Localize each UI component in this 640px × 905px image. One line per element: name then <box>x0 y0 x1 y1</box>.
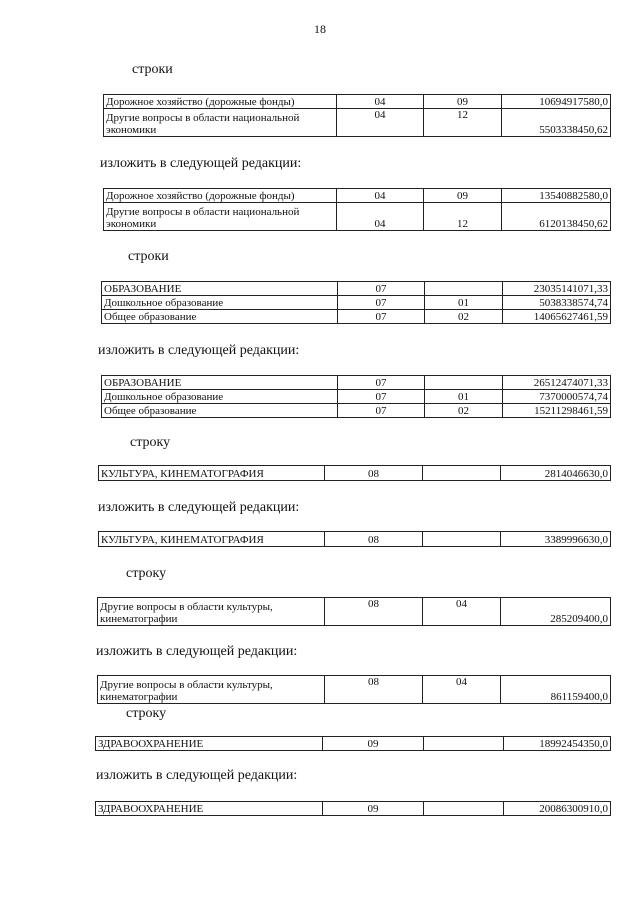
table-row <box>102 282 611 296</box>
budget-table <box>103 94 611 137</box>
heading-row: строку <box>126 566 167 581</box>
row-subsection: 04 <box>423 676 501 704</box>
row-amount: 15211298461,59 <box>503 404 611 418</box>
row-name: ОБРАЗОВАНИЕ <box>102 282 338 296</box>
heading-new-edition: изложить в следующей редакции: <box>96 644 298 659</box>
budget-table <box>97 675 611 704</box>
table-row <box>98 598 611 626</box>
heading-rows: строки <box>132 62 173 77</box>
table-row <box>102 310 611 324</box>
row-subsection <box>425 376 503 390</box>
table-row <box>96 737 611 751</box>
row-section: 09 <box>323 737 424 751</box>
row-amount: 285209400,0 <box>501 598 611 626</box>
row-section: 04 <box>337 95 424 109</box>
row-subsection: 09 <box>424 95 502 109</box>
budget-table <box>103 188 611 231</box>
row-subsection: 01 <box>425 390 503 404</box>
row-subsection <box>423 466 501 481</box>
page-number: 18 <box>314 22 326 36</box>
row-amount: 23035141071,33 <box>503 282 611 296</box>
table-row <box>104 203 611 231</box>
row-name: КУЛЬТУРА, КИНЕМАТОГРАФИЯ <box>99 466 325 481</box>
row-subsection: 04 <box>423 598 501 626</box>
row-section: 08 <box>325 676 423 704</box>
table-row <box>102 296 611 310</box>
table-row <box>99 466 611 481</box>
row-amount: 5038338574,74 <box>503 296 611 310</box>
table-row <box>102 404 611 418</box>
row-section: 04 <box>337 203 424 231</box>
row-section: 08 <box>325 598 423 626</box>
row-name: КУЛЬТУРА, КИНЕМАТОГРАФИЯ <box>99 532 325 547</box>
budget-table <box>98 531 611 547</box>
row-name: Общее образование <box>102 404 338 418</box>
table-row <box>102 390 611 404</box>
row-name: ЗДРАВООХРАНЕНИЕ <box>96 737 323 751</box>
row-subsection: 02 <box>425 404 503 418</box>
row-name: ЗДРАВООХРАНЕНИЕ <box>96 802 323 816</box>
row-subsection: 12 <box>424 203 502 231</box>
table-row <box>102 376 611 390</box>
budget-table <box>95 801 611 816</box>
row-subsection <box>424 802 504 816</box>
row-section: 09 <box>323 802 424 816</box>
row-name: Дорожное хозяйство (дорожные фонды) <box>104 95 337 109</box>
row-section: 07 <box>338 282 425 296</box>
row-amount: 10694917580,0 <box>502 95 611 109</box>
row-subsection <box>423 532 501 547</box>
row-section: 08 <box>325 532 423 547</box>
row-name: Дорожное хозяйство (дорожные фонды) <box>104 189 337 203</box>
row-amount: 5503338450,62 <box>502 109 611 137</box>
row-amount: 6120138450,62 <box>502 203 611 231</box>
row-subsection: 12 <box>424 109 502 137</box>
heading-new-edition: изложить в следующей редакции: <box>98 500 300 515</box>
row-subsection <box>425 282 503 296</box>
table-row <box>98 676 611 704</box>
row-section: 07 <box>338 296 425 310</box>
table-row <box>104 95 611 109</box>
row-name: ОБРАЗОВАНИЕ <box>102 376 338 390</box>
row-section: 04 <box>337 109 424 137</box>
table-row <box>104 189 611 203</box>
row-name: Другие вопросы в области культуры, кинематографии <box>98 598 325 626</box>
row-subsection: 02 <box>425 310 503 324</box>
row-amount: 861159400,0 <box>501 676 611 704</box>
table-row <box>99 532 611 547</box>
heading-new-edition: изложить в следующей редакции: <box>98 343 300 358</box>
budget-table <box>98 465 611 481</box>
row-name: Другие вопросы в области культуры, кинематографии <box>98 676 325 704</box>
row-name: Другие вопросы в области национальной экономики <box>104 203 337 231</box>
row-subsection: 09 <box>424 189 502 203</box>
row-amount: 26512474071,33 <box>503 376 611 390</box>
heading-row: строку <box>130 435 171 450</box>
row-name: Дошкольное образование <box>102 296 338 310</box>
budget-table <box>97 597 611 626</box>
row-amount: 18992454350,0 <box>504 737 611 751</box>
row-section: 07 <box>338 310 425 324</box>
row-name: Общее образование <box>102 310 338 324</box>
row-amount: 14065627461,59 <box>503 310 611 324</box>
budget-table <box>101 375 611 418</box>
row-section: 07 <box>338 404 425 418</box>
table-row <box>104 109 611 137</box>
row-section: 07 <box>338 376 425 390</box>
heading-new-edition: изложить в следующей редакции: <box>96 768 298 783</box>
row-name: Дошкольное образование <box>102 390 338 404</box>
row-amount: 13540882580,0 <box>502 189 611 203</box>
budget-table <box>95 736 611 751</box>
row-section: 08 <box>325 466 423 481</box>
row-amount: 20086300910,0 <box>504 802 611 816</box>
row-amount: 3389996630,0 <box>501 532 611 547</box>
row-subsection <box>424 737 504 751</box>
table-row <box>96 802 611 816</box>
row-section: 07 <box>338 390 425 404</box>
row-section: 04 <box>337 189 424 203</box>
row-amount: 7370000574,74 <box>503 390 611 404</box>
heading-rows: строки <box>128 249 169 264</box>
heading-row: строку <box>126 706 167 721</box>
row-name: Другие вопросы в области национальной экономики <box>104 109 337 137</box>
row-subsection: 01 <box>425 296 503 310</box>
budget-table <box>101 281 611 324</box>
heading-new-edition: изложить в следующей редакции: <box>100 156 302 171</box>
row-amount: 2814046630,0 <box>501 466 611 481</box>
